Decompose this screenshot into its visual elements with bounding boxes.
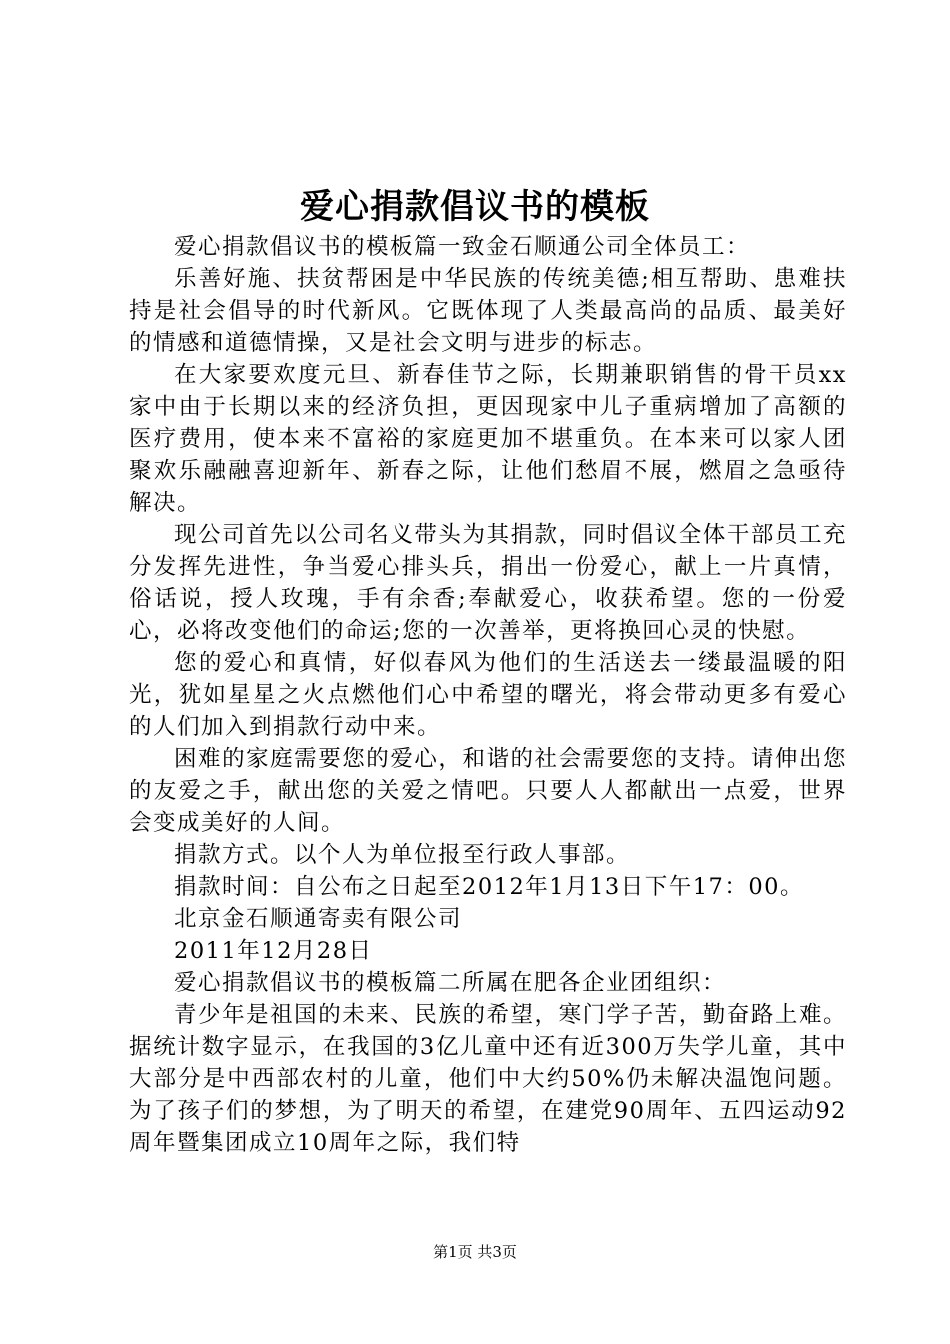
paragraph-2: 乐善好施、扶贫帮困是中华民族的传统美德;相互帮助、患难扶持是社会倡导的时代新风。它既体现了人类最高尚的品质、最美好的情感和道德情操，又是社会文明与进步的标志。 xyxy=(129,266,847,356)
paragraph-12: 青少年是祖国的未来、民族的希望，寒门学子苦，勤奋路上难。据统计数字显示，在我国的3亿儿童中还有近300万失学儿童，其中大部分是中西部农村的儿童，他们中大约50%仍未解决温饱问题。为了孩子们的梦想，为了明天的希望，在建党90周年、五四运动92周年暨集团成立10周年之际，我们特 xyxy=(129,1002,847,1156)
signature-company: 北京金石顺通寄卖有限公司 xyxy=(174,906,463,932)
paragraph-3: 在大家要欢度元旦、新春佳节之际，长期兼职销售的骨干员xx家中由于长期以来的经济负担，更因现家中儿子重病增加了高额的医疗费用，使本来不富裕的家庭更加不堪重负。在本来可以家人团聚欢乐融融喜迎新年、新春之际，让他们愁眉不展，燃眉之急亟待解决。 xyxy=(129,362,847,516)
paragraph-6: 困难的家庭需要您的爱心，和谐的社会需要您的支持。请伸出您的友爱之手，献出您的关爱之情吧。只要人人都献出一点爱，世界会变成美好的人间。 xyxy=(129,746,847,836)
paragraph-7: 捐款方式。以个人为单位报至行政人事部。 xyxy=(174,842,631,868)
paragraph-11: 爱心捐款倡议书的模板篇二所属在肥各企业团组织： xyxy=(174,970,727,996)
paragraph-1: 爱心捐款倡议书的模板篇一致金石顺通公司全体员工： xyxy=(174,234,751,260)
page-number-footer: 第1页 共3页 xyxy=(433,1243,517,1261)
signature-date: 2011年12月28日 xyxy=(174,938,373,964)
paragraph-4: 现公司首先以公司名义带头为其捐款，同时倡议全体干部员工充分发挥先进性，争当爱心排头兵，捐出一份爱心，献上一片真情，俗话说，授人玫瑰，手有余香;奉献爱心，收获希望。您的一份爱心，必将改变他们的命运;您的一次善举，更将换回心灵的快慰。 xyxy=(129,522,847,644)
document-body xyxy=(129,231,847,1159)
paragraph-5: 您的爱心和真情，好似春风为他们的生活送去一缕最温暖的阳光，犹如星星之火点燃他们心中希望的曙光，将会带动更多有爱心的人们加入到捐款行动中来。 xyxy=(129,650,847,740)
paragraph-8: 捐款时间：自公布之日起至2012年1月13日下午17：00。 xyxy=(174,874,804,900)
document-title: 爱心捐款倡议书的模板 xyxy=(300,187,650,227)
